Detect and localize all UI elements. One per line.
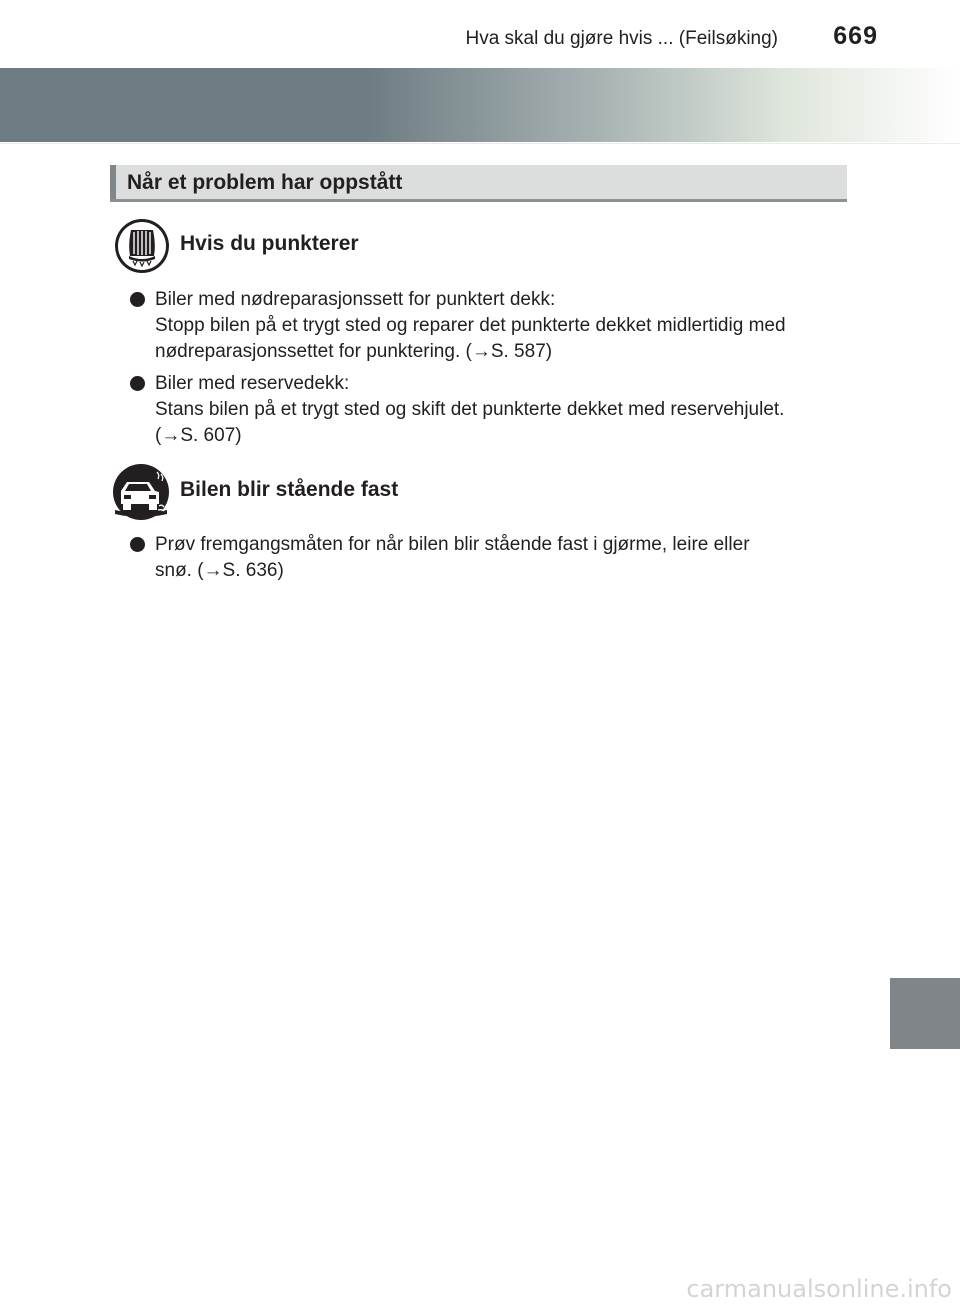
list-item [130,371,842,449]
section-title: Når et problem har oppstått [127,171,403,194]
running-title: Hva skal du gjøre hvis ... (Feilsøking) [465,28,778,49]
flat-tire-icon [114,218,170,274]
list-item-line: (→S. 607) [155,425,242,446]
list-item-line: Stans bilen på et trygt sted og skift det punkterte dekket med reservehjulet. [155,399,785,420]
subsection-title-stuck-car: Bilen blir stående fast [180,478,399,501]
bullet-dot [130,376,145,391]
divider [0,143,960,144]
list-item [130,287,842,365]
page-header [0,0,960,60]
list-item-line: Biler med reservedekk: [155,373,350,394]
watermark: carmanualsonline.info [686,1275,952,1303]
bullet-dot [130,537,145,552]
list-item-line: Prøv fremgangsmåten for når bilen blir stående fast i gjørme, leire eller [155,534,750,555]
list-item-line: Stopp bilen på et trygt sted og reparer det punkterte dekket midlertidig med [155,315,786,336]
bullet-dot [130,292,145,307]
list-item-line: Biler med nødreparasjonssett for punktert dekk: [155,289,556,310]
list-item [130,532,842,584]
list-item-line: snø. (→S. 636) [155,560,284,581]
chapter-tab [890,978,960,1049]
section-header [110,165,847,202]
chapter-banner [0,68,960,142]
subsection-title-flat-tire: Hvis du punkterer [180,232,359,255]
section-header-accent [110,165,116,199]
stuck-car-icon [113,464,169,520]
list-item-line: nødreparasjonssettet for punktering. (→S. 587) [155,341,553,362]
page-number: 669 [833,22,878,50]
